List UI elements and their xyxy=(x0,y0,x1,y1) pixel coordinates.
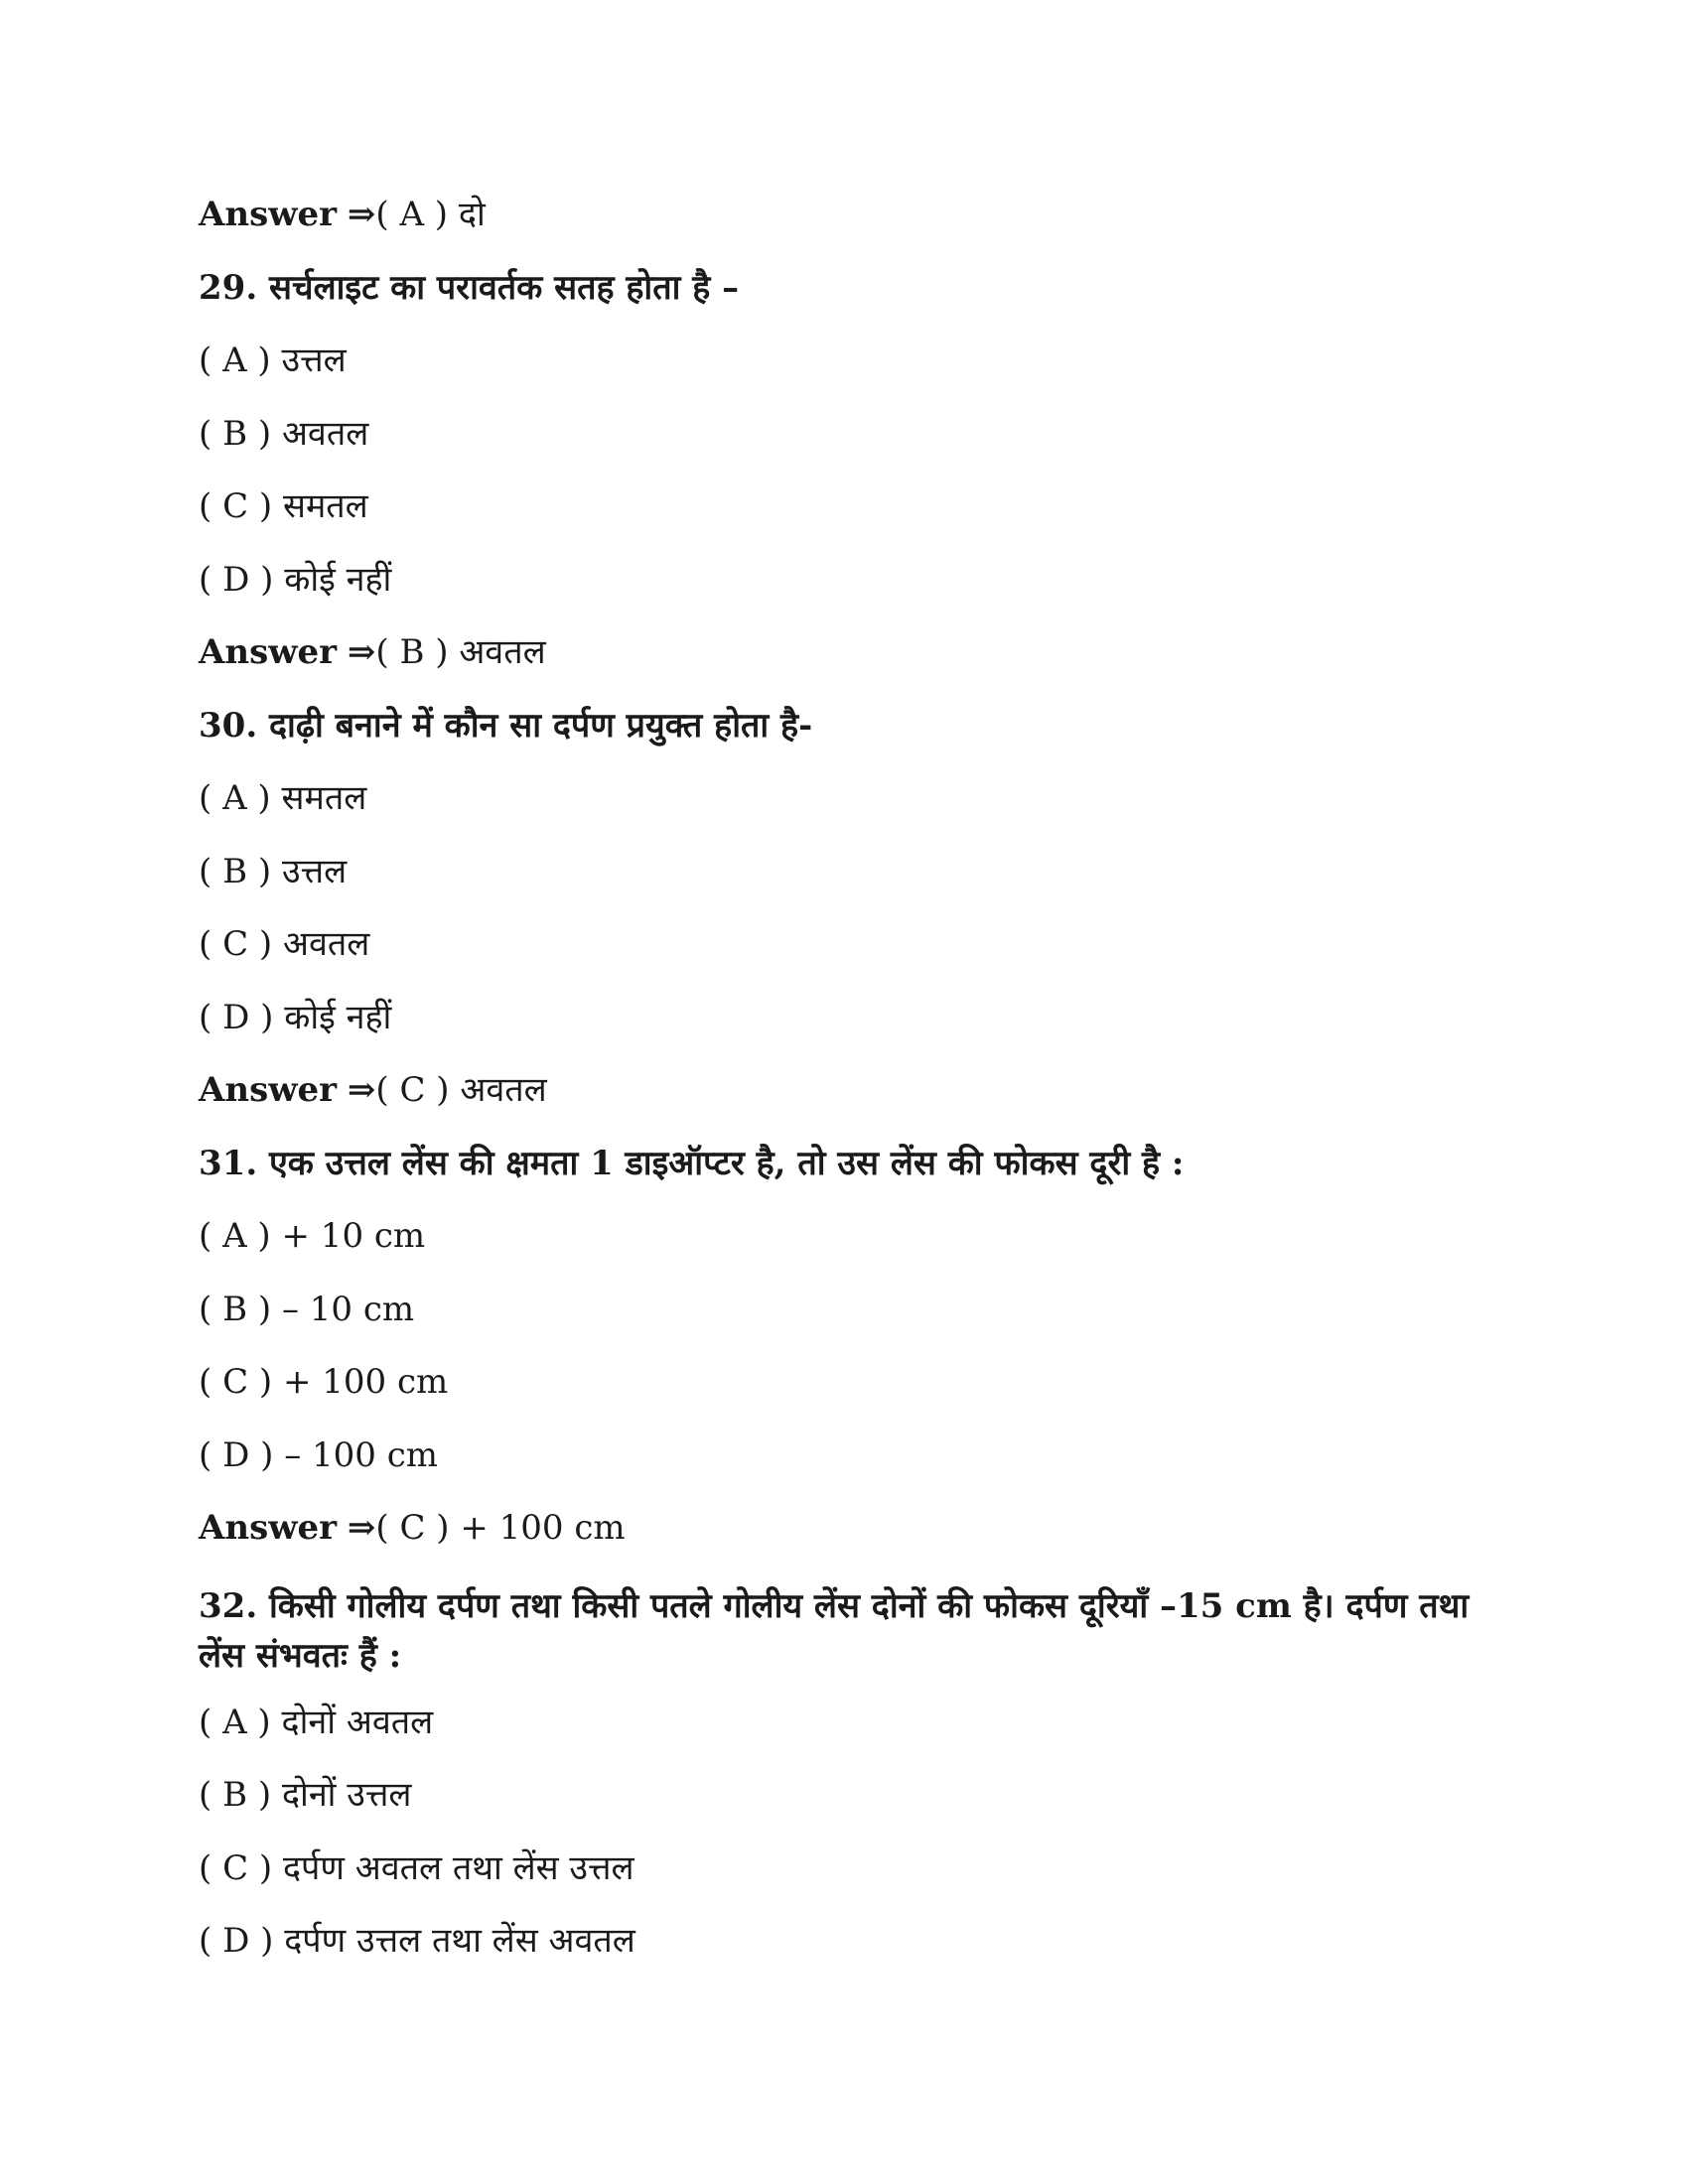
arrow-icon: ⇒ xyxy=(347,632,376,672)
option-line xyxy=(199,1921,1489,1961)
arrow-icon: ⇒ xyxy=(347,1508,376,1548)
answer-label: Answer xyxy=(199,1070,338,1110)
question-number: 29. xyxy=(199,267,258,308)
answer-text: अवतल xyxy=(460,1070,547,1110)
option-text: अवतल xyxy=(281,413,369,454)
option-line xyxy=(199,1435,1489,1475)
question-30 xyxy=(199,706,1489,746)
answer-line xyxy=(199,195,1489,234)
option-line xyxy=(199,1703,1489,1742)
option-letter: ( D ) xyxy=(199,997,274,1037)
arrow-icon: ⇒ xyxy=(347,195,376,234)
option-line xyxy=(199,1216,1489,1256)
option-letter: ( C ) xyxy=(199,924,273,964)
option-line xyxy=(199,560,1489,600)
question-31 xyxy=(199,1144,1489,1183)
option-letter: ( A ) xyxy=(199,341,271,380)
option-letter: ( A ) xyxy=(199,1702,271,1742)
option-line xyxy=(199,778,1489,818)
option-letter: ( B ) xyxy=(199,413,272,454)
option-text: उत्तल xyxy=(281,851,348,891)
option-line xyxy=(199,1290,1489,1329)
option-letter: ( B ) xyxy=(199,1775,272,1815)
option-line xyxy=(199,998,1489,1037)
option-letter: ( C ) xyxy=(199,486,273,526)
answer-label: Answer xyxy=(199,195,338,234)
option-line xyxy=(199,924,1489,964)
option-letter: ( B ) xyxy=(199,851,272,891)
option-line xyxy=(199,852,1489,891)
option-text: दोनों अवतल xyxy=(281,1702,434,1742)
option-letter: ( A ) xyxy=(199,778,271,818)
answer-option: ( C ) xyxy=(375,1508,450,1548)
option-text: + 10 cm xyxy=(281,1216,426,1256)
option-line xyxy=(199,486,1489,526)
answer-text: अवतल xyxy=(459,632,546,672)
option-letter: ( D ) xyxy=(199,1921,274,1961)
answer-option: ( C ) xyxy=(375,1070,450,1110)
question-text: एक उत्तल लेंस की क्षमता 1 डाइऑप्टर है, तो उस लेंस की फोकस दूरी है : xyxy=(269,1143,1185,1183)
answer-line xyxy=(199,1070,1489,1110)
question-number: 31. xyxy=(199,1143,258,1183)
option-letter: ( C ) xyxy=(199,1847,273,1888)
option-line xyxy=(199,1775,1489,1815)
answer-label: Answer xyxy=(199,1508,338,1548)
option-letter: ( C ) xyxy=(199,1362,273,1402)
answer-line xyxy=(199,632,1489,672)
option-line xyxy=(199,1362,1489,1402)
arrow-icon: ⇒ xyxy=(347,1070,376,1110)
option-text: दर्पण उत्तल तथा लेंस अवतल xyxy=(284,1921,635,1961)
answer-label: Answer xyxy=(199,632,338,672)
option-text: – 100 cm xyxy=(284,1434,439,1475)
option-text: दर्पण अवतल तथा लेंस उत्तल xyxy=(282,1847,634,1888)
option-text: + 100 cm xyxy=(282,1362,449,1402)
option-letter: ( A ) xyxy=(199,1216,271,1256)
question-29 xyxy=(199,268,1489,308)
question-number: 32. xyxy=(199,1585,258,1626)
option-letter: ( D ) xyxy=(199,1434,274,1475)
option-line xyxy=(199,341,1489,380)
question-text: दाढ़ी बनाने में कौन सा दर्पण प्रयुक्त होता है- xyxy=(269,705,813,746)
option-text: – 10 cm xyxy=(281,1289,415,1329)
question-text: सर्चलाइट का परावर्तक सतह होता है – xyxy=(269,267,740,308)
option-text: अवतल xyxy=(282,924,370,964)
option-letter: ( D ) xyxy=(199,559,274,600)
option-line xyxy=(199,1848,1489,1888)
option-text: समतल xyxy=(282,486,368,526)
document-page xyxy=(199,195,1489,1994)
answer-option: ( B ) xyxy=(375,632,449,672)
answer-option: ( A ) xyxy=(375,195,449,234)
option-text: कोई नहीं xyxy=(284,997,392,1037)
question-32 xyxy=(199,1581,1489,1681)
question-text: किसी गोलीय दर्पण तथा किसी पतले गोलीय लेंस दोनों की फोकस दूरियाँ –15 cm है। दर्पण तथा लेंस संभवतः हैं : xyxy=(199,1585,1470,1676)
option-text: उत्तल xyxy=(281,341,347,380)
option-line xyxy=(199,414,1489,454)
option-letter: ( B ) xyxy=(199,1289,272,1329)
option-text: दोनों उत्तल xyxy=(281,1775,412,1815)
answer-text: दो xyxy=(458,195,486,234)
option-text: समतल xyxy=(281,778,367,818)
answer-text: + 100 cm xyxy=(460,1508,626,1548)
answer-line xyxy=(199,1508,1489,1548)
option-text: कोई नहीं xyxy=(284,559,392,600)
question-number: 30. xyxy=(199,705,258,746)
